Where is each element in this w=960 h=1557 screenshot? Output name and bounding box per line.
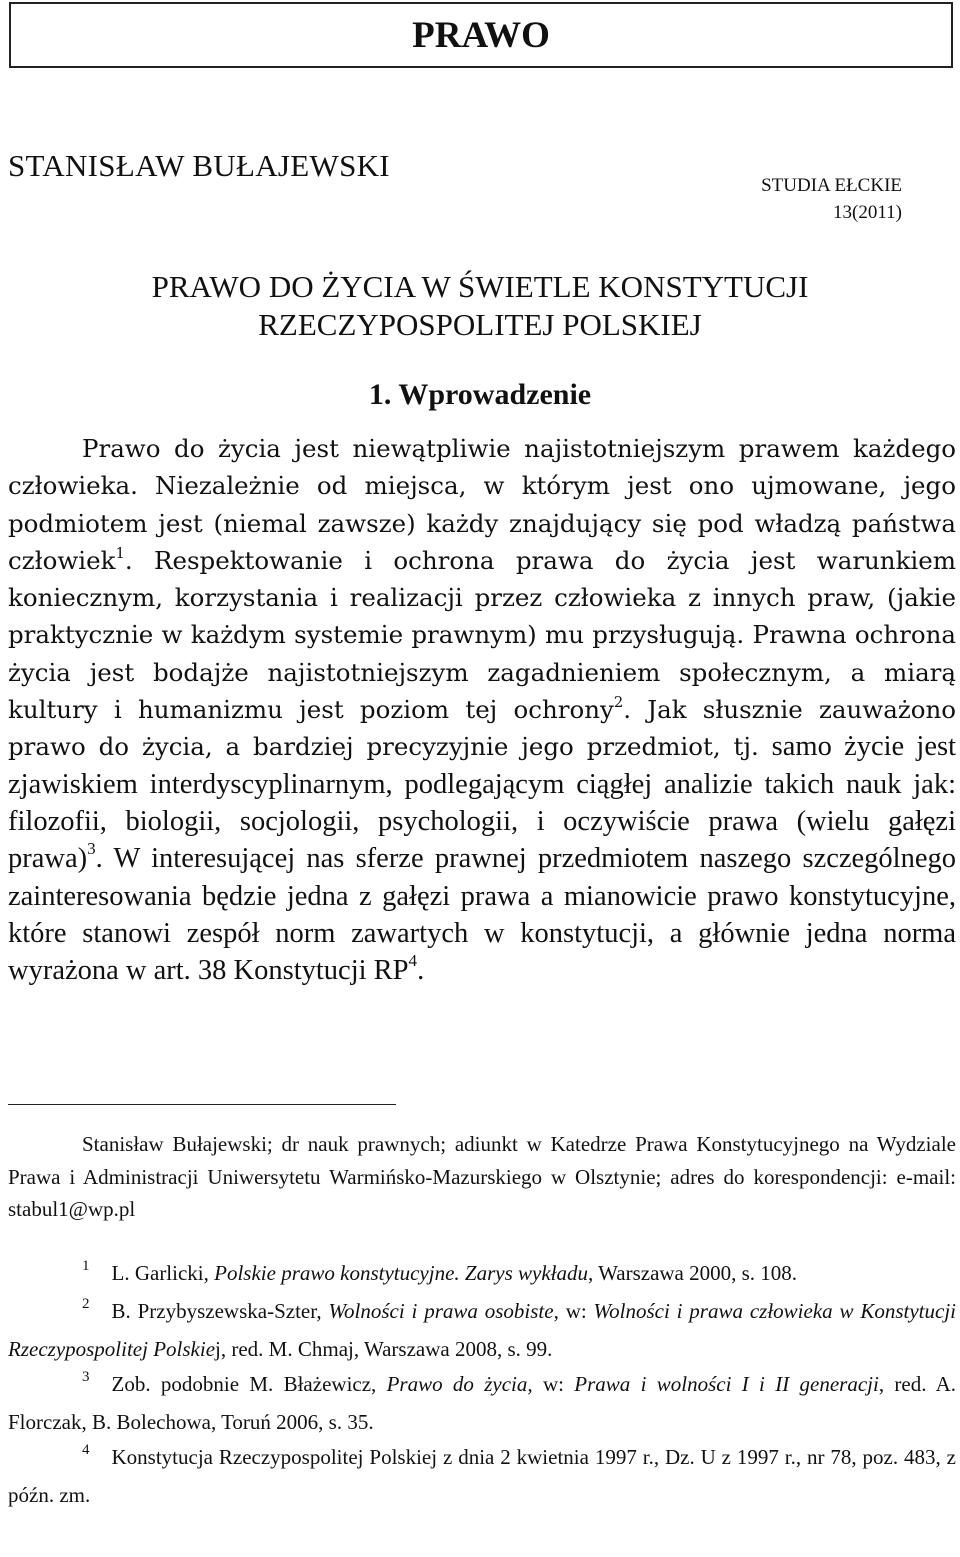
footnote-ref-3: 3 [87,839,96,859]
author-note: Stanisław Bułajewski; dr nauk prawnych; adiunkt w Katedrze Prawa Konstytucyjnego na Wydziale Prawa i Administracji Uniwersytetu Warmińsko-Mazurskiego w Olsztynie; adres do korespondencji: e-mail: stabul1@wp.pl [8,1132,956,1221]
footnote-text: , w: [553,1299,594,1323]
journal-issue: 13(2011) [833,202,902,223]
footnote-italic: Wolności i prawa osobiste [328,1299,554,1323]
body-segment-4 [8,731,956,986]
footnote-text: w: [532,1372,575,1396]
footnote-text: Konstytucja Rzeczypospolitej Polskiej z dnia 2 kwietnia 1997 r., Dz. U z 1997 r., nr 78, poz. 483, z późn. zm. [8,1445,956,1507]
footnotes [8,1256,956,1513]
footnote-text: L. Garlicki, [111,1261,215,1285]
body-segment-2: . Respektowanie i ochrona prawa do życia jest warunkiem koniecznym, korzystania i realizacji przez człowieka z innych praw, (jakie praktycznie w każdym systemie prawnym) mu przysługują. Prawna ochrona życia jest bodajże najistotniejszym zagadnieniem społecznym, a miarą kultury i humanizmu jest poziom tej ochrony [8,545,956,725]
footnote-text: B. Przybyszewska-Szter, [111,1299,329,1323]
footnote-text: j, red. M. Chmaj, Warszawa 2008, s. 99. [215,1337,553,1361]
body-segment-5: . W interesującej nas sferze prawnej przedmiotem naszego szczególnego zainteresowania będzie jedna z gałęzi prawa a mianowicie prawo konstytucyjne, które stanowi zespół norm zawartych w konstytucji, a głównie jedna norma wyrażona w art. 38 Konstytucji RP [8,843,956,987]
article-title [0,268,960,344]
footnote [8,1440,956,1513]
footnote-ref-4: 4 [408,951,418,971]
body-segment-3: . Jak słusznie zauważono prawo do życia, a bardziej precyzyjnie jego przedmiot, tj. [8,695,957,762]
footnote-italic: Wolności i prawa człowieka w Konstytucji Rzeczypospolitej Polskie [8,1299,957,1361]
footnote-italic: Prawo do życia, [386,1372,533,1396]
section-heading: 1. Wprowadzenie [368,378,592,411]
footnote-italic: Prawa i wolności I i II generacji [574,1372,879,1396]
body-segment-1: Prawo do życia jest niewątpliwie najistotniejszym prawem każdego człowieka. Niezależnie od miejsca, w którym jest ono ujmowane, jego podmiotem jest (niemal zawsze) każdy znajdujący się pod władzą państwa człowiek [8,434,956,575]
article-title-line-1: PRAWO DO ŻYCIA W ŚWIETLE KONSTYTUCJI [151,269,809,304]
footnote-text: , red. A. Florczak, B. Bolechowa, Toruń 2006, s. 35. [8,1372,957,1434]
journal-info [761,172,902,226]
running-header [9,2,953,68]
footnote-number: 1 [82,1258,90,1274]
body-text [8,430,956,989]
header-title: PRAWO [412,14,550,56]
footnote-divider [8,1104,396,1105]
footnote-ref-2: 2 [613,694,624,712]
footnote-text: , Warszawa 2000, s. 108. [588,1261,798,1285]
body-segment-4-text: samo życie jest zjawiskiem interdyscyplinarnym, podlegającym ciągłej analizie takich nauk jak: filozofii, biologii, socjologii, psychologii, i oczywiście prawa (wielu gałęzi prawa) [8,731,956,875]
footnote-italic: Polskie prawo konstytucyjne. Zarys wykładu [214,1261,588,1285]
footnote-number: 4 [82,1442,90,1458]
footnote-text: Zob. podobnie M. Błażewicz, [111,1372,387,1396]
footnote-number: 2 [82,1296,90,1312]
footnote [8,1256,956,1294]
footnote-number: 3 [82,1369,90,1385]
author-name: STANISŁAW BUŁAJEWSKI [8,148,390,183]
footnote [8,1367,956,1440]
body-paragraph [8,430,956,989]
article-title-line-2: RZECZYPOSPOLITEJ POLSKIEJ [258,307,702,342]
journal-name: STUDIA EŁCKIE [761,175,902,196]
footnote [8,1294,956,1367]
footnote-ref-1: 1 [115,544,125,562]
body-segment-6: . [417,955,425,987]
